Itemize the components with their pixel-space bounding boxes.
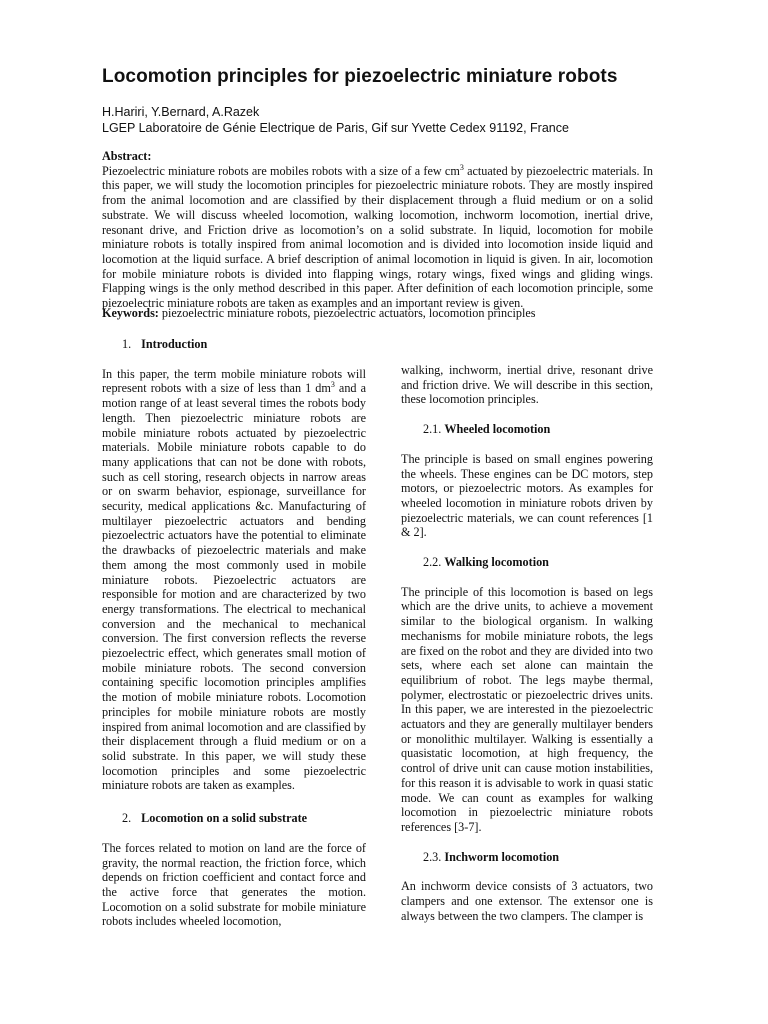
keywords-label: Keywords:	[102, 306, 159, 320]
section-number: 2.1.	[423, 422, 442, 437]
left-column	[102, 337, 366, 929]
section-title: Inchworm locomotion	[444, 849, 560, 864]
intro-paragraph	[102, 367, 366, 793]
section-title: Introduction	[141, 337, 208, 351]
authors: H.Hariri, Y.Bernard, A.Razek	[102, 105, 260, 119]
abstract-superscript: 3	[459, 162, 464, 172]
section-number: 2.2.	[423, 555, 442, 570]
keywords-text: piezoelectric miniature robots, piezoelectric actuators, locomotion principles	[158, 306, 536, 320]
intro-superscript: 3	[330, 380, 335, 390]
section-number: 2.	[122, 811, 132, 826]
solid-substrate-paragraph: The forces related to motion on land are the force of gravity, the normal reaction, the friction force, which depends on friction coefficient and contact force and the active force that generates the motion. Locomotion on a solid substrate for mobile miniature robots includes wheeled locomotion,	[102, 840, 366, 929]
section-title: Wheeled locomotion	[444, 422, 551, 437]
section-title: Locomotion on a solid substrate	[141, 811, 308, 826]
affiliation: LGEP Laboratoire de Génie Electrique de Paris, Gif sur Yvette Cedex 91192, France	[102, 121, 569, 135]
section-heading-inchworm	[423, 850, 653, 865]
abstract	[102, 149, 653, 311]
abstract-heading: Abstract:	[102, 149, 152, 163]
section-heading-walking	[423, 555, 653, 570]
section-heading-wheeled	[423, 422, 653, 437]
section-number: 1.	[122, 337, 132, 351]
solid-substrate-continued: walking, inchworm, inertial drive, resonant drive and friction drive. We will describe in this section, these locomotion principles.	[401, 363, 653, 407]
paper-title: Locomotion principles for piezoelectric miniature robots	[102, 66, 618, 87]
section-title: Walking locomotion	[444, 555, 549, 570]
inchworm-paragraph: An inchworm device consists of 3 actuators, two clampers and one extensor. The extensor one is always between the two clampers. The clamper is	[401, 879, 653, 923]
right-column	[401, 337, 653, 924]
intro-text-2: and a motion range of at least several times the robots body length. Then piezoelectric miniature robots are mobile miniature robots actuated by piezoelectric materials. Mobile miniature robots capable to do many applications that can not be done with robots, such as cell storing, research objects in narrow areas or on swarm behavior, espionage, surveillance for security, medical applications &c. Manufacturing of multilayer piezoelectric actuators and bending piezoelectric actuators have the potential to eliminate the drawbacks of piezoelectric materials and make them among the most commonly used in mobile miniature robots. Piezoelectric actuators are responsible for motion and are characterized by two energy transformations. The electrical to mechanical conversion and the mechanical to mechanical conversion. The first conversion reflects the reverse piezoelectric effect, which generates small motion of mobile miniature robots. The second conversion containing specific locomotion principles amplifies the motion of mobile miniature robots. Locomotion principles for mobile miniature robots are mostly inspired from animal locomotion and are classified by their displacement through a fluid medium or on a solid substrate. In this paper, we will study these locomotion principles and some piezoelectric miniature robots are taken as examples.	[102, 381, 366, 793]
intro-text-1: In this paper, the term mobile miniature robots will represent robots with a size of less than 1 dm	[102, 366, 366, 396]
section-heading-solid-substrate	[122, 811, 366, 826]
wheeled-paragraph: The principle is based on small engines powering the wheels. These engines can be DC motors, step motors, or piezoelectric motors. As examples for wheeled locomotion in miniature robots driven by piezoelectric materials, we can count references [1 & 2].	[401, 451, 653, 540]
section-number: 2.3.	[423, 849, 442, 864]
section-heading-introduction	[122, 337, 366, 352]
abstract-text-2: actuated by piezoelectric materials. In this paper, we will study the locomotion principles for piezoelectric miniature robots. They are mostly inspired from the animal locomotion and are classified by their displacement through a fluid medium or on a solid substrate. We will discuss wheeled locomotion, walking locomotion, inchworm locomotion, inertial drive, resonant drive, and Friction drive as locomotion’s on a solid substrate. In liquid, locomotion for mobile miniature robots is totally inspired from animal locomotion and is divided into locomotion inside liquid and locomotion at the liquid surface. A brief description of animal locomotion in liquid is given. In air, locomotion for mobile miniature robots is divided into flapping wings, rotary wings, fixed wings and gliding wings. Flapping wings is the only method described in this paper. After definition of each locomotion principle, some piezoelectric miniature robots are taken as examples and an important review is given.	[102, 163, 653, 311]
keywords	[102, 306, 662, 321]
abstract-text-1: Piezoelectric miniature robots are mobiles robots with a size of a few cm	[102, 163, 460, 178]
walking-paragraph: The principle of this locomotion is based on legs which are the drive units, to achieve a movement similar to the biological organism. In walking mechanisms for mobile miniature robots, the legs are fixed on the robot and they are divided into two sets, where each set alone can maintain the equilibrium of robot. The legs maybe thermal, polymer, electrostatic or piezoelectric drives units. In this paper, we are interested in the piezoelectric actuators and they are generally multilayer benders or monolithic multilayer. Walking is essentially a quasistatic locomotion, at high frequency, the control of drive unit can cause motion instabilities, for this reason it is advisable to work in quasi static mode. We can count as examples for walking locomotion in piezoelectric miniature robots references [3-7].	[401, 584, 653, 834]
